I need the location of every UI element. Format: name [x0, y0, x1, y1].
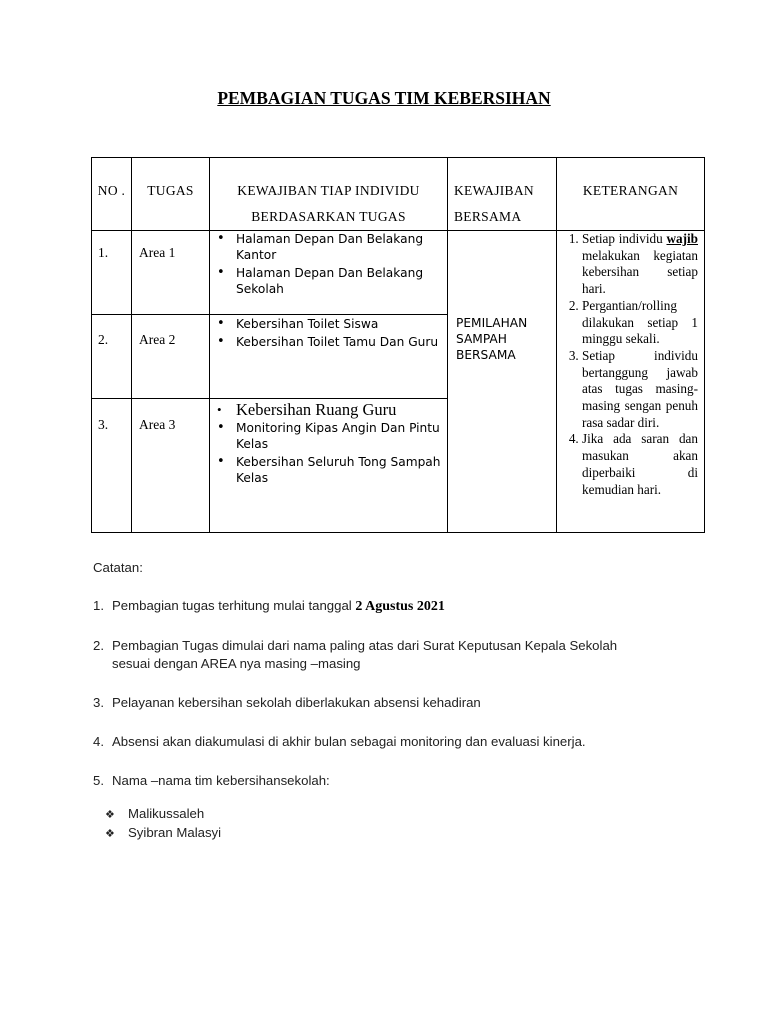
note-text-line: sesuai dengan AREA nya masing –masing [112, 656, 361, 671]
note-text: Nama –nama tim kebersihansekolah: [112, 773, 330, 788]
header-bersama-line1: KEWAJIBAN [454, 183, 534, 198]
task-item: • Halaman Depan Dan Belakang Sekolah [236, 265, 441, 297]
note-item [93, 694, 713, 712]
note-number: 5. [93, 773, 104, 788]
note-text-line: Pembagian Tugas dimulai dari nama paling atas dari Surat Keputusan Kepala Sekolah [112, 638, 618, 653]
note-number: 1. [93, 598, 104, 613]
task-item: • Kebersihan Toilet Tamu Dan Guru [236, 334, 441, 350]
keterangan-text: Setiap individu [582, 231, 663, 246]
keterangan-item: 4. Jika ada saran dan masukan akan diperbaiki di kemudian hari. [582, 431, 698, 498]
note-item [93, 637, 713, 673]
header-bersama-line2: BERSAMA [454, 209, 522, 224]
team-member-name: Syibran Malasyi [128, 825, 222, 840]
row-number: 1. [92, 231, 132, 315]
row-tugas: Area 1 [132, 231, 210, 315]
duty-table [91, 157, 705, 533]
note-text [112, 597, 445, 616]
task-item: • Kebersihan Toilet Siswa [236, 316, 441, 332]
header-individu-line1: KEWAJIBAN TIAP INDIVIDU [237, 183, 420, 198]
task-item: • Kebersihan Ruang Guru [236, 402, 441, 418]
row-tugas: Area 2 [132, 315, 210, 399]
diamond-bullet-icon: ❖ [105, 828, 115, 840]
note-text: Absensi akan diakumulasi di akhir bulan sebagai monitoring dan evaluasi kinerja. [112, 734, 586, 749]
note-number: 4. [93, 734, 104, 749]
note-text [112, 637, 617, 673]
header-kewajiban-bersama [448, 158, 557, 231]
note-item [93, 733, 713, 751]
row-tasks [210, 231, 448, 315]
note-number: 2. [93, 638, 104, 653]
task-item: • Kebersihan Seluruh Tong Sampah Kelas [236, 454, 441, 486]
notes-section [93, 560, 713, 843]
row-tasks [210, 399, 448, 533]
keterangan-item: 2. Pergantian/rolling dilakukan setiap 1 minggu sekali. [582, 298, 698, 348]
keterangan-text: melakukan kegiatan kebersihan setiap hari. [582, 247, 698, 297]
keterangan-item [582, 231, 698, 298]
keterangan-cell [557, 231, 705, 533]
kewajiban-bersama-cell: PEMILAHAN SAMPAH BERSAMA [448, 231, 557, 533]
header-individu-line2: BERDASARKAN TUGAS [251, 209, 406, 224]
header-tugas: TUGAS [132, 158, 210, 231]
note-item [93, 772, 713, 790]
note-item [93, 597, 713, 616]
list-item [105, 805, 713, 824]
row-tasks [210, 315, 448, 399]
start-date: 2 Agustus 2021 [355, 599, 445, 614]
wajib-emphasis: wajib [666, 231, 698, 246]
task-item: • Monitoring Kipas Angin Dan Pintu Kelas [236, 420, 441, 452]
table-row [92, 231, 705, 315]
team-names-list [105, 805, 713, 843]
header-kewajiban-individu [210, 158, 448, 231]
list-item [105, 824, 713, 843]
keterangan-item: 3. Setiap individu bertanggung jawab atas tugas masing-masing sengan penuh rasa sadar diri. [582, 348, 698, 432]
notes-heading: Catatan: [93, 560, 143, 575]
document-title: PEMBAGIAN TUGAS TIM KEBERSIHAN [217, 88, 551, 108]
task-item: • Halaman Depan Dan Belakang Kantor [236, 231, 441, 263]
diamond-bullet-icon: ❖ [105, 809, 115, 821]
team-member-name: Malikussaleh [128, 806, 205, 821]
row-number: 2. [92, 315, 132, 399]
note-text-body: Pembagian tugas terhitung mulai tanggal [112, 598, 352, 613]
row-tugas: Area 3 [132, 399, 210, 533]
keterangan-list [557, 231, 704, 498]
header-keterangan: KETERANGAN [557, 158, 705, 231]
header-no: NO . [92, 158, 132, 231]
row-number: 3. [92, 399, 132, 533]
note-text: Pelayanan kebersihan sekolah diberlakukan absensi kehadiran [112, 695, 481, 710]
table-header-row [92, 158, 705, 231]
note-number: 3. [93, 695, 104, 710]
